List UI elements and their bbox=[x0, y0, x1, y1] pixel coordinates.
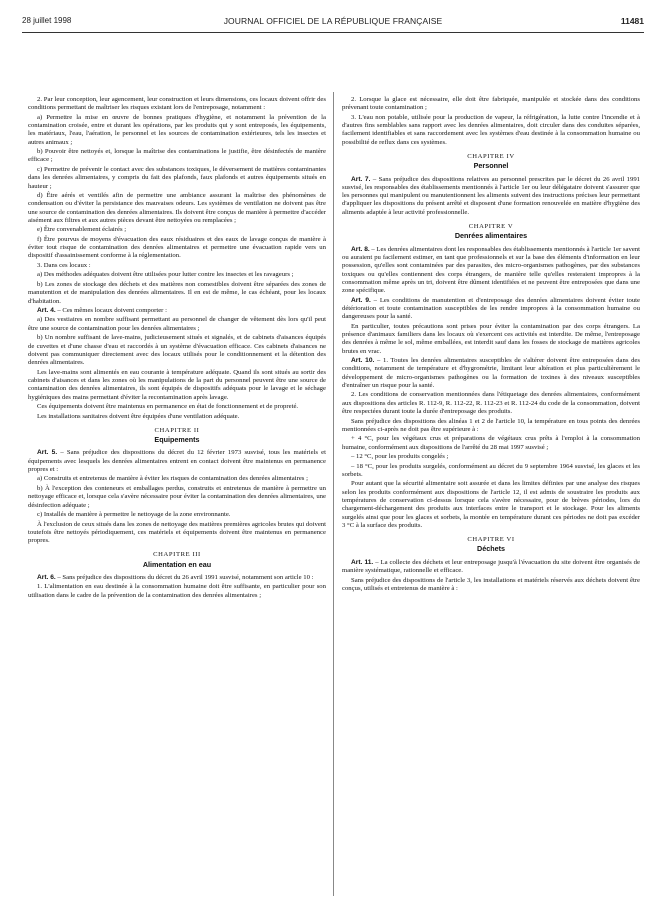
paragraph: Pour autant que la sécurité alimentaire soit assurée et dans les limites définies par une analyse des risques selon les produits conformément aux dispositions de l'article 12, il est admis de soustraire les produits aux températures de conservation ci-dessus lorsque cela s'avère nécessaire, pour de brèves périodes, lors du chargement-déchargement des produits aux interfaces entre le transport et le stockage. Pour les aliments surgelés ainsi que pour les glaces et sorbets, la montée en température durant ces périodes ne doit pas excéder 3 °C à la surface des produits. bbox=[342, 480, 640, 529]
chapter-title: Alimentation en eau bbox=[142, 559, 212, 569]
header-rule bbox=[22, 32, 644, 33]
chapter-heading: CHAPITRE VI bbox=[467, 536, 515, 544]
paragraph: Sans préjudice des dispositions des alinéas 1 et 2 de l'article 10, la température en tous points des denrées mentionnées ci-après ne doit pas être supérieure à : bbox=[342, 417, 640, 433]
paragraph: c) Permettre de prévenir le contact avec des substances toxiques, le déversement de matières contaminantes dans les denrées alimentaires, y compris du fait des plafonds, faux plafonds et autres équipements situés en hauteur ; bbox=[28, 165, 326, 190]
article-label: Art. 6. bbox=[37, 574, 56, 581]
paragraph: a) Construits et entretenus de manière à éviter les risques de contamination des denrées alimentaires ; bbox=[37, 475, 308, 483]
article-label: Art. 11. bbox=[351, 558, 374, 566]
article-label: Art. 9. bbox=[351, 296, 371, 304]
chapter-heading: CHAPITRE III bbox=[153, 551, 201, 559]
column-divider bbox=[333, 92, 334, 896]
chapter-heading: CHAPITRE IV bbox=[467, 152, 515, 160]
article-7 bbox=[342, 176, 640, 217]
paragraph: 2. Par leur conception, leur agencement, leur construction et leurs dimensions, ces locaux doivent offrir des conditions permettant de maîtriser les risques existant lors de l'entreposage, notamment : bbox=[28, 96, 326, 112]
paragraph: Sans préjudice des dispositions de l'article 3, les installations et matériels réservés aux déchets doivent être conçus, utilisés et entretenus de manière à : bbox=[342, 576, 640, 592]
article-5 bbox=[28, 449, 326, 474]
paragraph: Les installations sanitaires doivent être équipées d'une ventilation adéquate. bbox=[37, 412, 240, 420]
article-text: – Ces mêmes locaux doivent comporter : bbox=[55, 307, 167, 314]
paragraph: – 18 °C, pour les produits surgelés, conformément au décret du 9 septembre 1964 susvisé, les glaces et les sorbets. bbox=[342, 462, 640, 478]
chapter-title: Déchets bbox=[477, 544, 505, 554]
paragraph: f) Être pourvus de moyens d'évacuation des eaux résiduaires et des eaux de lavage conçus de manière à éviter tout risque de contamination des denrées alimentaires et permettre une évacuation rapide vers un dispositif d'assainissement conforme à la réglementation. bbox=[28, 235, 326, 260]
paragraph: Les lave-mains sont alimentés en eau courante à température adéquate. Quand ils sont situés au sortir des cabinets d'aisances et dans les zones où les manipulations de la part du personnel peuvent être une source de contamination des denrées alimentaires, ils sont équipés de dispositifs adéquats pour le lavage et le séchage hygiéniques des mains permettant d'éviter la recontamination après lavage. bbox=[28, 368, 326, 401]
article-4 bbox=[28, 307, 326, 315]
paragraph: 3. Dans ces locaux : bbox=[37, 261, 91, 269]
article-text: – 1. Toutes les denrées alimentaires susceptibles de s'altérer doivent être entreposées dans des conditions, notamment de température et d'hygrométrie, limitant leur altération et plus particulièrement le développement de micro-organismes pathogènes ou la formation de toxines à des niveaux susceptibles d'entraîner un risque pour la santé. bbox=[342, 357, 640, 389]
article-text: – La collecte des déchets et leur entreposage jusqu'à l'évacuation du site doivent être organisés de manière systématique, rationnelle et efficace. bbox=[342, 558, 640, 575]
article-9 bbox=[342, 297, 640, 322]
paragraph: b) Les zones de stockage des déchets et des matières non comestibles doivent être séparées des zones de manutention et de manipulation des denrées alimentaires. Il en est de même, le cas échéant, pour les locaux d'habitation. bbox=[28, 280, 326, 305]
paragraph: À l'exclusion de ceux situés dans les zones de nettoyage des matières premières agricoles brutes qui doivent toutefois être nettoyés périodiquement, ces matériels et équipements doivent être maintenus en permanence propres. bbox=[28, 520, 326, 545]
article-label: Art. 4. bbox=[37, 307, 56, 314]
paragraph: 3. L'eau non potable, utilisée pour la production de vapeur, la réfrigération, la lutte contre l'incendie et à d'autres fins semblables sans rapport avec les denrées alimentaires, doit circuler dans des conduites séparées, facilement identifiables et sans raccordement avec les systèmes d'eau destinée à la consommation humaine ou possibilité de reflux dans ces systèmes. bbox=[342, 113, 640, 146]
paragraph: a) Des méthodes adéquates doivent être utilisées pour lutter contre les insectes et les ravageurs ; bbox=[37, 271, 294, 279]
page-number: 11481 bbox=[620, 16, 644, 26]
article-text: – Sans préjudice des dispositions relatives au personnel prescrites par le décret du 26 avril 1991 susvisé, les responsables des établissements mentionnés à l'article 1er ou leur délégataire doivent s'assurer que les personnes qui manipulent ou manutentionnent les aliments suivent des instructions précises leur permettant d'appliquer les dispositions du présent arrêté et disposent d'une formation renouvelée en matière d'hygiène des aliments adaptée à leur activité professionnelle. bbox=[342, 175, 641, 216]
paragraph: 1. L'alimentation en eau destinée à la consommation humaine doit être suffisante, en particulier pour son utilisation dans le cadre de la prévention de la contamination des denrées alimentaires ; bbox=[28, 583, 326, 599]
paragraph: Ces équipements doivent être maintenus en permanence en état de fonctionnement et de propreté. bbox=[37, 403, 299, 411]
article-text: – Les denrées alimentaires dont les responsables des établissements mentionnés à l'article 1er savent ou auraient pu facilement estimer, en tant que professionnels et sur la base des éléments d'information en leur possession, qu'elles sont contaminées par des parasites, des micro-organismes pathogènes, par des substances toxiques ou qu'elles contiennent des corps étrangers, de manière telle qu'elles resteraient impropres à la consommation même après un tri, doivent être dûment identifiées et ne peuvent être entreposées que dans une zone spécifique. bbox=[342, 245, 640, 295]
page-header bbox=[22, 16, 644, 28]
article-label: Art. 10. bbox=[351, 357, 375, 365]
paragraph: 2. Lorsque la glace est nécessaire, elle doit être fabriquée, manipulée et stockée dans des conditions prévenant toute contamination ; bbox=[342, 96, 640, 112]
article-text: – Sans préjudice des dispositions du décret du 26 avril 1991 susvisé, notamment son article 10 : bbox=[55, 574, 314, 581]
issue-date: 28 juillet 1998 bbox=[22, 16, 72, 25]
article-label: Art. 8. bbox=[351, 245, 370, 253]
paragraph: e) Être convenablement éclairés ; bbox=[37, 226, 127, 234]
journal-title: JOURNAL OFFICIEL DE LA RÉPUBLIQUE FRANÇAISE bbox=[223, 16, 443, 26]
paragraph: + 4 °C, pour les végétaux crus et préparations de végétaux crus prêts à l'emploi à la consommation humaine, conformément aux dispositions de l'arrêté du 28 mai 1997 susvisé ; bbox=[342, 435, 640, 451]
chapter-title: Denrées alimentaires bbox=[454, 231, 528, 241]
paragraph: a) Permettre la mise en œuvre de bonnes pratiques d'hygiène, et notamment la prévention de la contamination croisée, entre et durant les opérations, par les produits qui y sont entreposés, les équipements, les matériaux, l'eau, l'aération, le personnel et les sources de contamination extérieures, tels les insectes et autres animaux ; bbox=[28, 113, 326, 146]
paragraph: c) Installés de manière à permettre le nettoyage de la zone environnante. bbox=[37, 511, 231, 519]
paragraph: b) Un nombre suffisant de lave-mains, judicieusement situés et signalés, et de cabinets d'aisances équipés de cuvettes et d'une chasse d'eau et raccordés à un système d'évacuation efficace. Ces cabinets d'aisances ne doivent pas communiquer directement avec des locaux utilisés pour le conditionnement et la détention des denrées alimentaires. bbox=[28, 334, 326, 367]
chapter-title: Personnel bbox=[473, 161, 509, 171]
chapter-title: Equipements bbox=[154, 435, 200, 445]
paragraph: – 12 °C, pour les produits congelés ; bbox=[351, 453, 449, 461]
paragraph: b) Pouvoir être nettoyés et, lorsque la maîtrise des contaminations le justifie, être désinfectés de manière efficace ; bbox=[28, 148, 326, 164]
paragraph: b) À l'exception des conteneurs et emballages perdus, construits et entretenus de manière à permettre un nettoyage efficace et, lorsque cela s'avère nécessaire pour éviter la contamination des denrées alimentaires, une désinfection adéquate ; bbox=[28, 484, 326, 509]
article-text: – Sans préjudice des dispositions du décret du 12 février 1973 susvisé, tous les matériels et équipements avec lesquels les denrées alimentaires entrent en contact doivent être maintenus en permanence propres et : bbox=[28, 449, 327, 473]
chapter-heading: CHAPITRE V bbox=[468, 223, 514, 231]
article-8 bbox=[342, 246, 640, 296]
chapter-heading: CHAPITRE II bbox=[154, 426, 200, 434]
article-text: – Les conditions de manutention et d'entreposage des denrées alimentaires doivent éviter toute détérioration et toute contamination susceptibles de les rendre impropres à la consommation humaine ou dangereuses pour la santé. bbox=[342, 296, 641, 321]
article-label: Art. 7. bbox=[351, 175, 371, 183]
article-6 bbox=[28, 574, 326, 582]
article-11 bbox=[342, 559, 640, 576]
paragraph: d) Être aérés et ventilés afin de permettre une ambiance assurant la maîtrise des phénomènes de condensation ou d'éviter la persistance des mauvaises odeurs. Les systèmes de ventilation ne doivent pas être une source de contamination des denrées alimentaires. Ils doivent être conçus de manière à permettre d'accéder aisément aux filtres et aux autres pièces devant être nettoyées ou remplacées ; bbox=[28, 192, 326, 224]
paragraph: 2. Les conditions de conservation mentionnées dans l'étiquetage des denrées alimentaires, conformément aux dispositions des articles R. 112-9, R. 112-22, R. 112-23 et R. 112-24 du code de la consommation, doivent être respectées durant toute la durée d'entreposage des produits. bbox=[342, 391, 640, 416]
left-column bbox=[28, 96, 326, 601]
article-label: Art. 5. bbox=[37, 449, 58, 457]
right-column bbox=[342, 96, 640, 594]
paragraph: a) Des vestiaires en nombre suffisant permettant au personnel de changer de vêtement dès lors qu'il peut être une source de contamination pour les denrées alimentaires ; bbox=[28, 316, 326, 332]
paragraph: En particulier, toutes précautions sont prises pour éviter la contamination par des corps étrangers. La présence d'animaux familiers dans les locaux où s'exercent ces activités est interdite. De même, l'entreposage des denrées à même le sol, même emballées, est interdit sauf dans les fosses de stockage de matières agricoles brutes en vrac. bbox=[342, 322, 640, 355]
article-10 bbox=[342, 357, 640, 390]
